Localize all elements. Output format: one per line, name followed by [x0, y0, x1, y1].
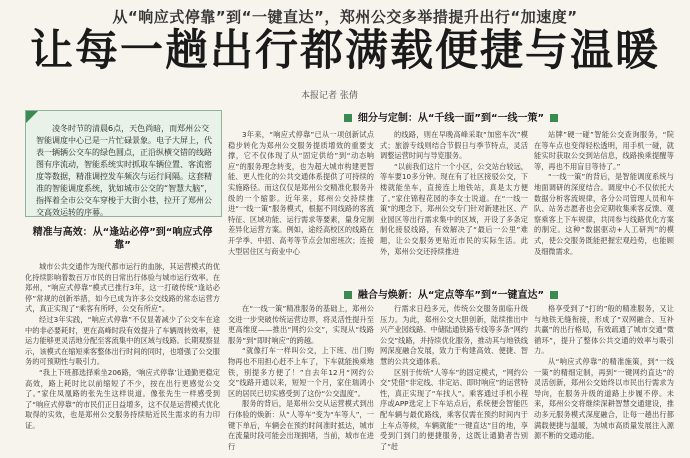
paragraph: “以前我们这片一个小区，公交站台较远，等车要10多分钟。现在有了社区接驳公交，下楼就能坐车，直接连上地铁站，真是太方便了。”家住锦程花园的李女士说道。在“一线一策”的理念下，郑州公交专门针对新建社区、产业园区等出行需求集中的区域，开设了多条定制化接驳线路，有效解决了“最后一公里”难题，让公交服务更贴近市民的实际生活。此外，郑州公交还持续推进 — [380, 161, 528, 256]
column-3 — [380, 130, 528, 274]
corner-decoration — [26, 111, 38, 123]
kicker: 从“响应式停靠”到“一键直达”，郑州公交多举措提升出行“加速度” — [112, 8, 578, 26]
square-marker-icon — [344, 114, 352, 122]
paragraph: 在“一线一策”精准服务的基础上，郑州公交进一步突破传统运营边界，将灵活性提升至更高维度——推出“网约公交”，实现从“线路服务”到“即时响应”的跨越。 — [228, 304, 374, 345]
subhead-precision: 精准与高效：从“逢站必停”到“响应式停靠” — [32, 227, 213, 251]
paragraph: 3年来，“响应式停靠”已从一项创新试点稳步转化为郑州公交服务提质增效的重要支撑，它不仅体现了从“固定供给”到“动态响应”的服务理念转变，也为超大城市构建更智能、更人性化的公共交通体系提供了可持续的实施路径。而这仅仅是郑州公交精准化服务升级的一个缩影。近年来，郑州公交持续推进“一线一策”服务模式，根据不同线路的客流特征、区域功能、运行需求等要素，量身定制差异化运营方案。例如，途经高校区的线路在开学季、中招、高考等节点会加密班次；连接大型居住区与商业中心 — [228, 130, 374, 256]
column-6 — [380, 304, 528, 458]
column-5 — [228, 304, 374, 458]
paragraph: 经过3年实践，“响应式停靠”不仅显著减少了公交车在途中的非必要耗时，更在高峰时段有效提升了车辆周转效率，使运力能够更灵活地分配至客流集中的区域与线路。长期观察显示，该模式在缩短乘客整体出行时间的同时，也增强了公交服务的可预期性与吸引力。 — [25, 314, 220, 367]
column-7 — [534, 304, 674, 458]
lead-text: 凌冬时节的清晨6点，天色尚暗，而郑州公交智能调度中心已是一片忙碌景象。电子大屏上，代表一辆辆公交车的绿色圆点，正沿纵横交错的线路图有序流动，智能系统实时抓取车辆位置、客流密度等数据，精准调控发车频次与运行间隔。这套精准的智能调度系统，犹如城市公交的“智慧大脑”，指挥着全市公交车穿梭于大街小巷，拉开了郑州公交高效运转的序幕。 — [36, 124, 213, 217]
paragraph: 从“响应式停靠”的精准施策，到“一线一策”的精细定制，再到“一键网约直达”的灵活创新，郑州公交始终以市民出行需求为导向，在服务升级的道路上步履不停。未来，郑州公交将继续深耕智慧交通建设，推动多元服务模式深度融合，让每一趟出行都满载便捷与温暖，为城市高质量发展注入源源不断的交通动能。 — [534, 356, 674, 441]
paragraph: 区别于传统“人等车”的固定模式，“网约公交”凭借“非定线、非定站、即时响应”的运营特性，真正实现了“车找人”。乘客通过手机小程序或APP选定上下车站点后，系统便会智能匹配车辆与最优路线，乘客仅需在预约时间内于上车点等候，车辆就能“一键直达”目的地，享受到门到门的便捷服务，这既让通勤者告别了“赶 — [380, 367, 528, 451]
square-marker-icon — [550, 114, 558, 122]
subhead-custom — [228, 109, 674, 124]
paragraph: “我上下班都选择乘坐206路，‘响应式停靠’让通勤更稳定高效，路上耗时比以前缩短了不少，按在出行更感觉公交了。”家住凤凰路的张先生这样说道。像张先生一样感受到了“响应式停靠”的市民们正日益增多，这不仅是运营模式优化取得的实效，也是郑州公交服务持续贴近民生需求的有力印证。 — [25, 367, 220, 430]
paragraph: 服务的背后，是郑州公交从运营模式到出行体验的焕新：从“人等车”变为“车等人”，一键下单后，车辆会在预约时间准时抵达，城市在流量时段可能会出现拥堵，当前，城市在进行 — [228, 399, 374, 451]
byline: 本报记者 张倩 — [301, 91, 358, 101]
headline: 让每一趟出行都满载便捷与温暖 — [30, 26, 660, 76]
subhead-fusion — [228, 286, 674, 301]
paragraph: 站牌”硬一碰”智能公交查询服务，“院在等车点也变得轻松透明，用手机一碰，就能实时获取公交到站信息，线路换乘提醒等等，再也不用盲目等待了。” — [534, 130, 674, 171]
subhead-text: 细分与定制：从“千线一面”到“一线一策” — [357, 113, 545, 124]
paragraph: 行需求日趋多元，传统公交服务面临升级压力。为此，郑州公交大胆创新，陆续推出中兴产业园线路、中储陆通铁路专线等多条“网约公交”线路，并持续优化服务，推动其与地铁线网深度融合发展，致力于构建高效、便捷、智慧的公共交通体系。 — [380, 304, 528, 366]
square-marker-icon — [344, 291, 352, 299]
subhead-text: 融合与焕新：从“定点等车”到“一键直达” — [357, 290, 545, 301]
lead-box — [25, 110, 222, 217]
paragraph: 格享受到了“打的”般的精准服务，又让与地铁无缝衔接，形成了“双网融合、互补共赢”的出行格局，有效疏通了城市交通“微循环”，提升了整体公共交通的效率与吸引力。 — [534, 304, 674, 356]
column-1 — [25, 262, 220, 458]
paragraph: 城市公共交通作为现代都市运行的血脉，其运营模式的优化持续影响着数百万市民的日常出行体验与城市运行效率。在郑州，“响应式停靠”模式已推行3年，这一打破传统“逢站必停”常规的创新举措，如今已成为许多公交线路的常态运营方式，真正实现了“乘客有所呼，公交有所应”。 — [25, 262, 220, 314]
column-2 — [228, 130, 374, 274]
square-marker-icon — [550, 291, 558, 299]
paragraph: “就像打车一样叫公交，上下班、出门购物再也不用担心赶不上车了，下车就能换乘地铁，别提多方便了！”自去年12月“网约公交”线路开通以来，短短一个月，家住瑞鸿小区的居民已切实感受到了这份“公交温度”。 — [228, 346, 374, 398]
paragraph: 的线路，则在早晚高峰采取“加密车次”模式；旅游专线则结合节假日与季节特点，灵活调整运营时间与导览服务。 — [380, 130, 528, 161]
column-4 — [534, 130, 674, 274]
paragraph: “一线一策”的背后，是智能调度系统与地面调研的深度结合。调度中心不仅依托大数据分析客流规律，各分公司管理人员和车队、站务志愿者也会定期收集乘客反馈、观察乘客上下车规律，共同参与线路优化方案的制定。这种“数据驱动+人工研判”的模式，使公交服务既能把握宏观趋势，也能顾及细微需求。 — [534, 172, 674, 256]
